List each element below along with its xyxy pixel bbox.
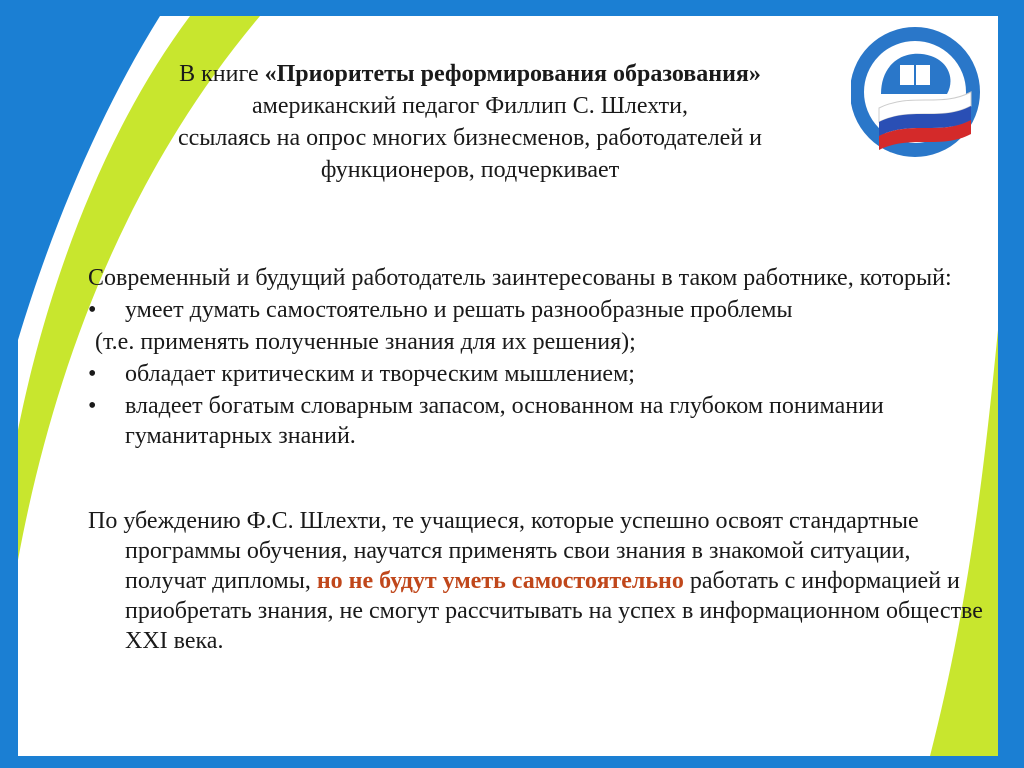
title-line-1: В книге «Приоритеты реформирования образования» <box>179 61 761 87</box>
bullet-marker: • <box>88 393 97 419</box>
bullet-marker: • <box>88 297 97 323</box>
title-line-3: ссылаясь на опрос многих бизнесменов, работодателей и <box>177 125 763 151</box>
bullet-marker: • <box>88 361 97 387</box>
bullet-item <box>88 295 988 325</box>
highlighted-phrase: но не будут уметь самостоятельно <box>316 568 684 594</box>
title-line-2: американский педагог Филлип С. Шлехти, <box>252 93 688 119</box>
bullet-note: (т.е. применять полученные знания для их решения); <box>95 329 636 355</box>
conclusion-paragraph: По убеждению Ф.С. Шлехти, те учащиеся, которые успешно освоят стандартные программы обучения, научатся применять свои знания в знакомой ситуации, получат дипломы, но не будут уметь самостоятельно работать с информацией и приобретать знания, не смогут рассчитывать на успех в информационном обществе XXI века. <box>88 508 983 654</box>
bullet-text: обладает критическим и творческим мышлением; <box>125 361 635 387</box>
book-title: «Приоритеты реформирования образования» <box>264 61 761 87</box>
bullet-text: владеет богатым словарным запасом, основанном на глубоком понимании гуманитарных знаний. <box>125 393 884 449</box>
slide-title <box>100 58 840 186</box>
bullet-item <box>88 391 988 451</box>
bullet-item <box>88 359 988 389</box>
title-line-4: функционеров, подчеркивает <box>320 157 620 183</box>
slide-body <box>88 263 988 680</box>
national-project-logo <box>851 22 981 168</box>
bullet-text: умеет думать самостоятельно и решать разнообразные проблемы <box>125 297 793 323</box>
intro-paragraph: Современный и будущий работодатель заинтересованы в таком работнике, который: <box>88 265 952 291</box>
